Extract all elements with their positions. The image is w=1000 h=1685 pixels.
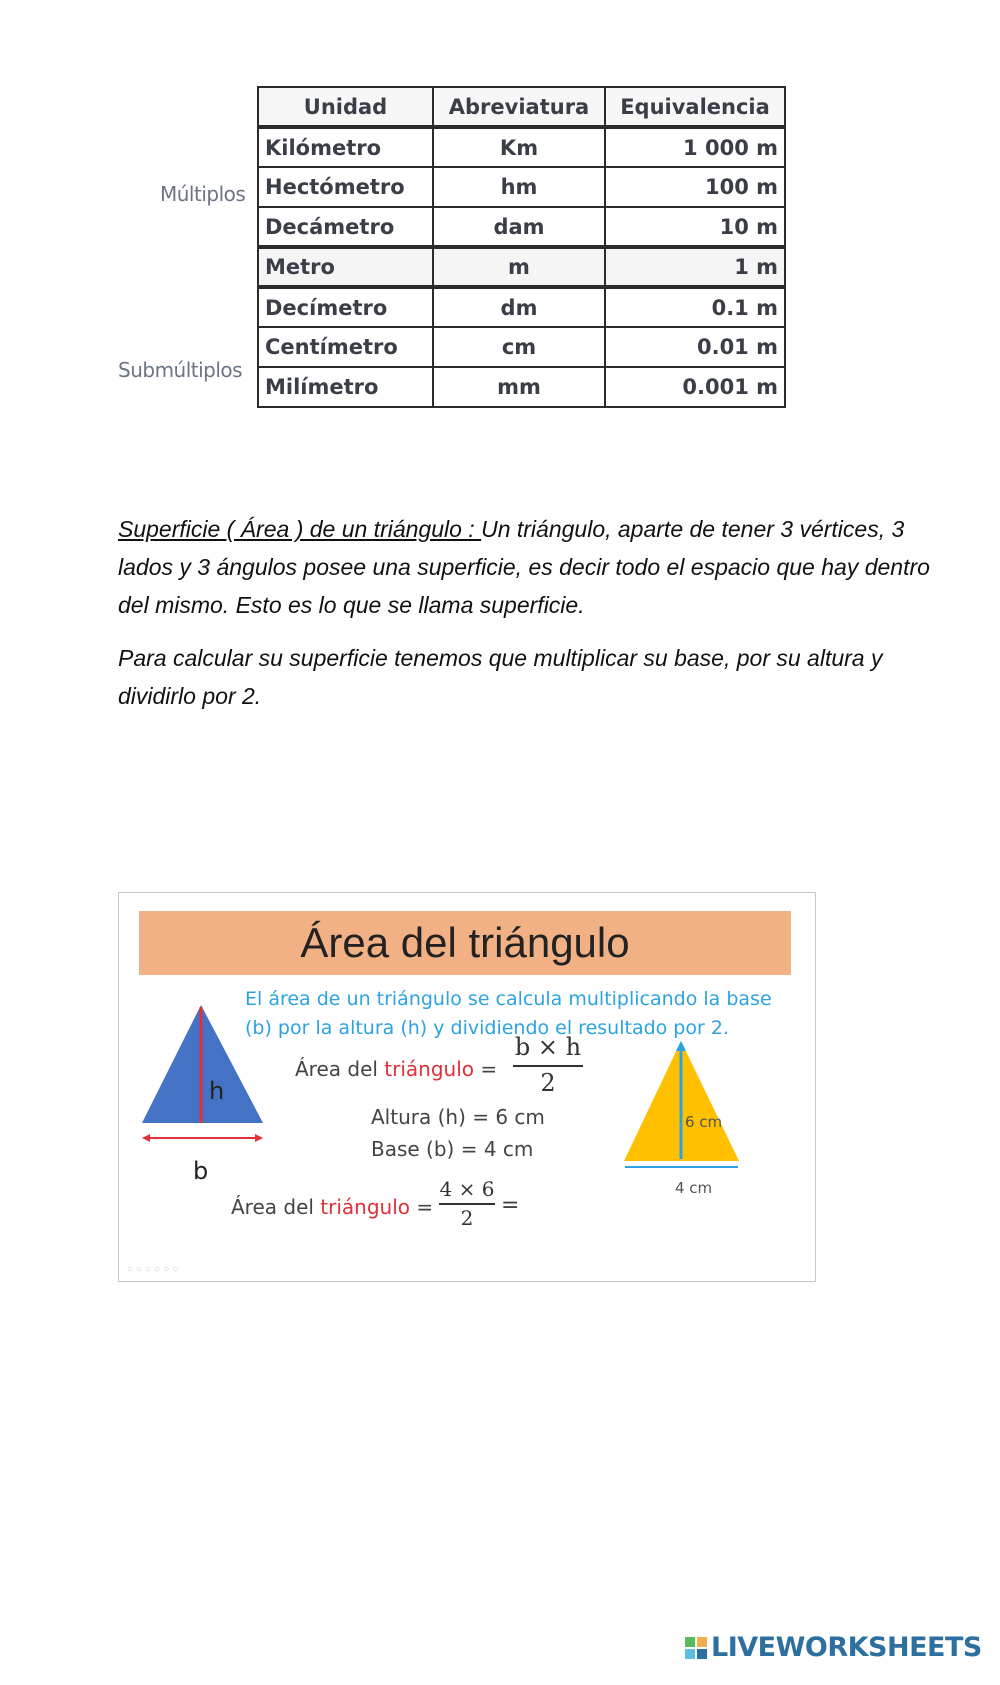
unit-name: Metro bbox=[258, 247, 433, 287]
right-base-label: 4 cm bbox=[675, 1179, 713, 1197]
unit-equiv: 100 m bbox=[605, 167, 785, 207]
table-row bbox=[258, 127, 785, 167]
yellow-height-arrow-head bbox=[676, 1041, 686, 1051]
unit-abbr: hm bbox=[433, 167, 605, 207]
paragraph-heading: Superficie ( Área ) de un triángulo : bbox=[118, 516, 482, 542]
unit-name: Milímetro bbox=[258, 367, 433, 407]
logo-text: LIVEWORKSHEETS bbox=[711, 1632, 982, 1663]
unit-equiv: 1 000 m bbox=[605, 127, 785, 167]
table-header-row bbox=[258, 87, 785, 127]
unit-name: Decámetro bbox=[258, 207, 433, 247]
table-row bbox=[258, 167, 785, 207]
unit-name: Hectómetro bbox=[258, 167, 433, 207]
header-equivalencia: Equivalencia bbox=[605, 87, 785, 127]
triangle-area-paragraph bbox=[118, 510, 958, 624]
table-row bbox=[258, 367, 785, 407]
unit-name: Centímetro bbox=[258, 327, 433, 367]
example-label bbox=[231, 1195, 433, 1219]
example-result-equals: = bbox=[501, 1193, 520, 1218]
unit-equiv: 0.1 m bbox=[605, 287, 785, 327]
blue-triangle-diagram bbox=[139, 1003, 269, 1163]
unit-name: Kilómetro bbox=[258, 127, 433, 167]
example-label-text: Área del bbox=[231, 1195, 321, 1219]
example-equals-sign: = bbox=[416, 1195, 434, 1219]
unit-abbr: dam bbox=[433, 207, 605, 247]
triangle-area-figure bbox=[118, 892, 816, 1282]
unit-abbr: dm bbox=[433, 287, 605, 327]
formula-numerator: b × h bbox=[514, 1033, 582, 1061]
left-base-label: b bbox=[193, 1157, 209, 1185]
unit-equiv: 0.001 m bbox=[605, 367, 785, 407]
units-table bbox=[257, 86, 786, 408]
header-abreviatura: Abreviatura bbox=[433, 87, 605, 127]
logo-square-orange bbox=[697, 1637, 707, 1647]
table-row bbox=[258, 247, 785, 287]
logo-square-blue bbox=[697, 1649, 707, 1659]
logo-square-cyan bbox=[685, 1649, 695, 1659]
unit-abbr: cm bbox=[433, 327, 605, 367]
table-row bbox=[258, 287, 785, 327]
logo-mark-icon bbox=[685, 1637, 707, 1659]
slide-controls-icon: ○○○○○○ bbox=[127, 1264, 182, 1275]
unit-abbr: m bbox=[433, 247, 605, 287]
right-height-label: 6 cm bbox=[685, 1113, 723, 1131]
unit-abbr: mm bbox=[433, 367, 605, 407]
liveworksheets-logo bbox=[685, 1632, 982, 1663]
header-unidad: Unidad bbox=[258, 87, 433, 127]
table-row bbox=[258, 327, 785, 367]
base-arrow-left-head bbox=[142, 1134, 150, 1142]
formula-denominator: 2 bbox=[540, 1069, 556, 1097]
multiples-label: Múltiplos bbox=[160, 182, 246, 206]
unit-abbr: Km bbox=[433, 127, 605, 167]
example-denominator: 2 bbox=[460, 1206, 474, 1230]
table-row bbox=[258, 207, 785, 247]
figure-description: El área de un triángulo se calcula multiplicando la base (b) por la altura (h) y dividiendo el resultado por 2. bbox=[245, 988, 772, 1039]
formula-fraction-line bbox=[513, 1065, 583, 1067]
formula-equals: = bbox=[480, 1057, 498, 1081]
formula-label bbox=[295, 1057, 497, 1081]
base-arrow-right-head bbox=[255, 1134, 263, 1142]
left-height-label: h bbox=[209, 1077, 225, 1105]
altura-value: Altura (h) = 6 cm bbox=[371, 1105, 545, 1129]
unit-equiv: 0.01 m bbox=[605, 327, 785, 367]
unit-equiv: 10 m bbox=[605, 207, 785, 247]
example-word: triángulo bbox=[320, 1195, 411, 1219]
unit-equiv: 1 m bbox=[605, 247, 785, 287]
formula-word: triángulo bbox=[384, 1057, 475, 1081]
example-fraction-line bbox=[439, 1203, 495, 1205]
unit-name: Decímetro bbox=[258, 287, 433, 327]
figure-title: Área del triángulo bbox=[139, 911, 791, 975]
formula-label-text: Área del bbox=[295, 1057, 385, 1081]
paragraph-body: Un triángulo, aparte de tener 3 vértices, 3 lados y 3 ángulos posee una superficie, es decir todo el espacio que hay dentro del mismo. Esto es lo que se llama superficie. bbox=[118, 516, 930, 618]
base-value: Base (b) = 4 cm bbox=[371, 1137, 534, 1161]
calculation-paragraph: Para calcular su superficie tenemos que multiplicar su base, por su altura y dividirlo por 2. bbox=[118, 645, 883, 709]
logo-square-green bbox=[685, 1637, 695, 1647]
example-numerator: 4 × 6 bbox=[439, 1177, 495, 1201]
submultiples-label: Submúltiplos bbox=[118, 358, 243, 382]
